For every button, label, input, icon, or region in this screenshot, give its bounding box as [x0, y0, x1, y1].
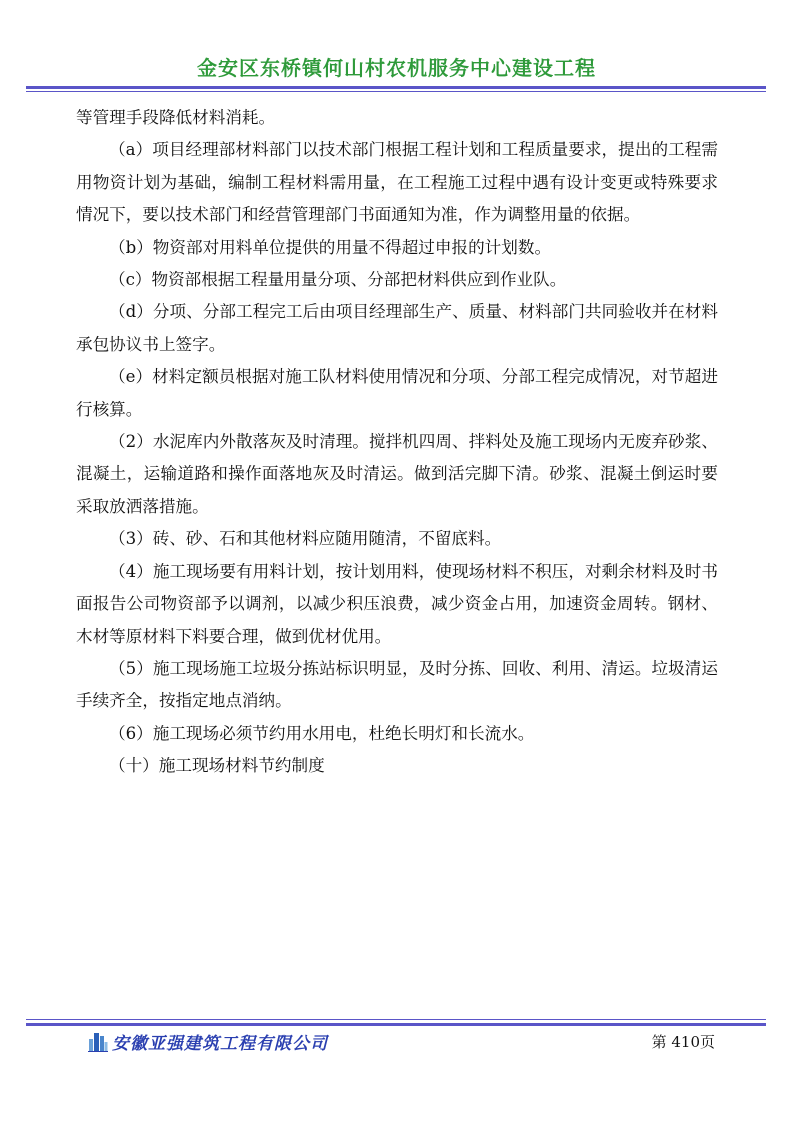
paragraph-d: （d）分项、分部工程完工后由项目经理部生产、质量、材料部门共同验收并在材料承包协议书上签字。: [76, 302, 718, 354]
section-heading-10: （十）施工现场材料节约制度: [109, 756, 325, 776]
footer-rule-thick: [26, 1023, 766, 1026]
footer-company-name: 安徽亚强建筑工程有限公司: [112, 1034, 328, 1054]
paragraph-4: （4）施工现场要有用料计划，按计划用料，使现场材料不积压，对剩余材料及时书面报告公司物资部予以调剂，以减少积压浪费，减少资金占用，加速资金周转。钢材、木材等原材料下料要合理，做到优材优用。: [76, 561, 718, 646]
paragraph-e: （e）材料定额员根据对施工队材料使用情况和分项、分部工程完成情况，对节超进行核算。: [76, 367, 718, 419]
footer-page-number: 第 410页: [651, 1033, 715, 1051]
paragraph-continuation: 等管理手段降低材料消耗。: [76, 108, 276, 127]
paragraph-3: （3）砖、砂、石和其他材料应随用随清，不留底料。: [109, 529, 502, 549]
body-text: [76, 102, 718, 783]
paragraph-5: （5）施工现场施工垃圾分拣站标识明显，及时分拣、回收、利用、清运。垃圾清运手续齐全，按指定地点消纳。: [76, 658, 718, 711]
paragraph-6: （6）施工现场必须节约用水用电，杜绝长明灯和长流水。: [109, 723, 535, 743]
footer-rule-thin: [26, 1019, 766, 1020]
page-header-title: 金安区东桥镇何山村农机服务中心建设工程: [197, 56, 596, 80]
header-rule-thin: [26, 91, 766, 92]
building-logo-icon: [88, 1030, 108, 1052]
header-rule-thick: [26, 86, 766, 89]
paragraph-a: （a）项目经理部材料部门以技术部门根据工程计划和工程质量要求，提出的工程需用物资计划为基础，编制工程材料需用量，在工程施工过程中遇有设计变更或特殊要求情况下，要以技术部门和经营管理部门书面通知为准，作为调整用量的依据。: [76, 140, 718, 225]
paragraph-b: （b）物资部对用料单位提供的用量不得超过申报的计划数。: [109, 237, 552, 257]
paragraph-2: （2）水泥库内外散落灰及时清理。搅拌机四周、拌料处及施工现场内无废弃砂浆、混凝土，运输道路和操作面落地灰及时清运。做到活完脚下清。砂浆、混凝土倒运时要采取放洒落措施。: [76, 432, 718, 516]
paragraph-c: （c）物资部根据工程量用量分项、分部把材料供应到作业队。: [109, 270, 567, 290]
